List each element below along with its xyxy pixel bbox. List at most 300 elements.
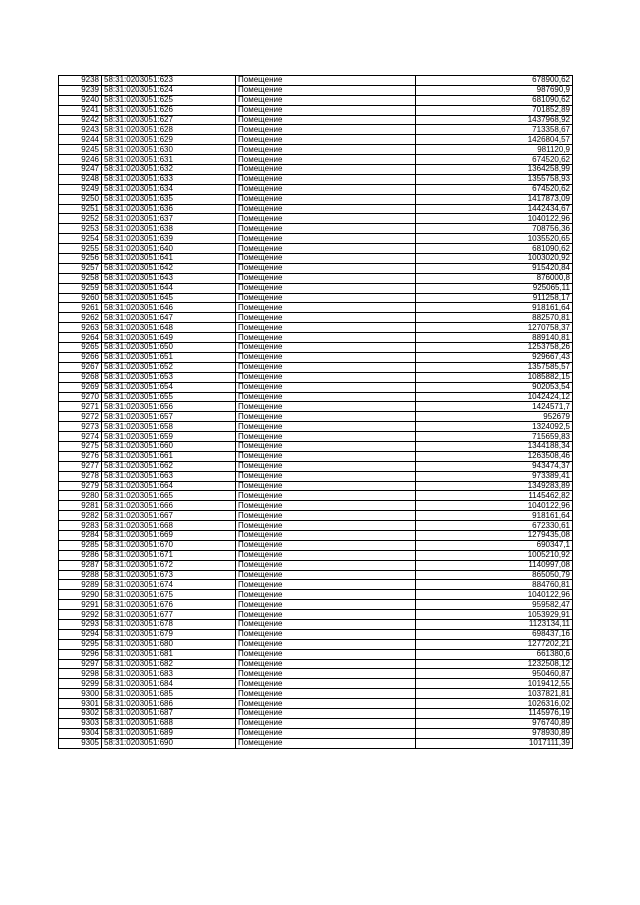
table-row: [59, 273, 573, 283]
table-row: [59, 303, 573, 313]
table-row: [59, 115, 573, 125]
cadastral-number-cell: 58:31:0203051:654: [102, 382, 236, 392]
row-number-cell: 9305: [59, 738, 102, 748]
table-row: [59, 639, 573, 649]
cadastral-number-cell: 58:31:0203051:664: [102, 481, 236, 491]
cadastral-number-cell: 58:31:0203051:631: [102, 155, 236, 165]
table-row: [59, 194, 573, 204]
cadastral-value-cell: 976740,89: [416, 718, 573, 728]
row-number-cell: 9268: [59, 372, 102, 382]
cadastral-number-cell: 58:31:0203051:656: [102, 402, 236, 412]
cadastral-number-cell: 58:31:0203051:677: [102, 610, 236, 620]
cadastral-value-cell: 1035520,65: [416, 234, 573, 244]
cadastral-value-cell: 674520,62: [416, 155, 573, 165]
cadastral-value-cell: 715659,83: [416, 432, 573, 442]
object-type-cell: Помещение: [236, 155, 416, 165]
table-row: [59, 155, 573, 165]
table-row: [59, 451, 573, 461]
row-number-cell: 9274: [59, 432, 102, 442]
table-row: [59, 669, 573, 679]
row-number-cell: 9304: [59, 728, 102, 738]
table-row: [59, 392, 573, 402]
cadastral-number-cell: 58:31:0203051:639: [102, 234, 236, 244]
cadastral-number-cell: 58:31:0203051:666: [102, 501, 236, 511]
table-row: [59, 432, 573, 442]
table-row: [59, 224, 573, 234]
table-row: [59, 352, 573, 362]
cadastral-value-cell: 1026316,02: [416, 699, 573, 709]
row-number-cell: 9278: [59, 471, 102, 481]
row-number-cell: 9266: [59, 352, 102, 362]
object-type-cell: Помещение: [236, 649, 416, 659]
cadastral-value-cell: 713358,67: [416, 125, 573, 135]
table-row: [59, 679, 573, 689]
cadastral-number-cell: 58:31:0203051:672: [102, 560, 236, 570]
cadastral-value-cell: 674520,62: [416, 184, 573, 194]
row-number-cell: 9270: [59, 392, 102, 402]
cadastral-value-cell: 978930,89: [416, 728, 573, 738]
row-number-cell: 9262: [59, 313, 102, 323]
object-type-cell: Помещение: [236, 659, 416, 669]
object-type-cell: Помещение: [236, 263, 416, 273]
cadastral-value-cell: 929667,43: [416, 352, 573, 362]
table-row: [59, 165, 573, 175]
row-number-cell: 9249: [59, 184, 102, 194]
cadastral-number-cell: 58:31:0203051:651: [102, 352, 236, 362]
row-number-cell: 9264: [59, 333, 102, 343]
cadastral-number-cell: 58:31:0203051:678: [102, 619, 236, 629]
object-type-cell: Помещение: [236, 392, 416, 402]
table-row: [59, 323, 573, 333]
cadastral-number-cell: 58:31:0203051:647: [102, 313, 236, 323]
table-row: [59, 362, 573, 372]
table-row: [59, 590, 573, 600]
cadastral-number-cell: 58:31:0203051:657: [102, 412, 236, 422]
cadastral-number-cell: 58:31:0203051:660: [102, 441, 236, 451]
cadastral-number-cell: 58:31:0203051:638: [102, 224, 236, 234]
cadastral-number-cell: 58:31:0203051:680: [102, 639, 236, 649]
row-number-cell: 9244: [59, 135, 102, 145]
cadastral-value-cell: 698437,16: [416, 629, 573, 639]
row-number-cell: 9291: [59, 600, 102, 610]
cadastral-number-cell: 58:31:0203051:650: [102, 343, 236, 353]
row-number-cell: 9242: [59, 115, 102, 125]
cadastral-value-cell: 1253758,26: [416, 343, 573, 353]
row-number-cell: 9299: [59, 679, 102, 689]
cadastral-number-cell: 58:31:0203051:669: [102, 530, 236, 540]
object-type-cell: Помещение: [236, 570, 416, 580]
object-type-cell: Помещение: [236, 530, 416, 540]
document-page: [58, 75, 572, 749]
object-type-cell: Помещение: [236, 639, 416, 649]
object-type-cell: Помещение: [236, 145, 416, 155]
cadastral-value-cell: 1277202,21: [416, 639, 573, 649]
row-number-cell: 9284: [59, 530, 102, 540]
row-number-cell: 9298: [59, 669, 102, 679]
cadastral-value-cell: 981120,9: [416, 145, 573, 155]
row-number-cell: 9288: [59, 570, 102, 580]
row-number-cell: 9238: [59, 76, 102, 86]
row-number-cell: 9279: [59, 481, 102, 491]
object-type-cell: Помещение: [236, 471, 416, 481]
row-number-cell: 9246: [59, 155, 102, 165]
object-type-cell: Помещение: [236, 669, 416, 679]
cadastral-value-cell: 1324092,5: [416, 422, 573, 432]
cadastral-value-cell: 1357585,57: [416, 362, 573, 372]
cadastral-number-cell: 58:31:0203051:689: [102, 728, 236, 738]
table-row: [59, 560, 573, 570]
table-row: [59, 382, 573, 392]
row-number-cell: 9247: [59, 165, 102, 175]
row-number-cell: 9280: [59, 491, 102, 501]
object-type-cell: Помещение: [236, 323, 416, 333]
row-number-cell: 9287: [59, 560, 102, 570]
row-number-cell: 9239: [59, 85, 102, 95]
cadastral-value-cell: 889140,81: [416, 333, 573, 343]
cadastral-value-cell: 1042424,12: [416, 392, 573, 402]
object-type-cell: Помещение: [236, 313, 416, 323]
cadastral-value-cell: 902053,54: [416, 382, 573, 392]
cadastral-number-cell: 58:31:0203051:683: [102, 669, 236, 679]
object-type-cell: Помещение: [236, 194, 416, 204]
cadastral-value-cell: 952679: [416, 412, 573, 422]
cadastral-number-cell: 58:31:0203051:686: [102, 699, 236, 709]
table-row: [59, 333, 573, 343]
cadastral-value-cell: 1040122,96: [416, 214, 573, 224]
cadastral-value-cell: 1417873,09: [416, 194, 573, 204]
cadastral-number-cell: 58:31:0203051:665: [102, 491, 236, 501]
object-type-cell: Помещение: [236, 165, 416, 175]
cadastral-value-cell: 876000,8: [416, 273, 573, 283]
table-row: [59, 184, 573, 194]
table-row: [59, 244, 573, 254]
object-type-cell: Помещение: [236, 135, 416, 145]
object-type-cell: Помещение: [236, 283, 416, 293]
table-row: [59, 718, 573, 728]
object-type-cell: Помещение: [236, 461, 416, 471]
row-number-cell: 9263: [59, 323, 102, 333]
row-number-cell: 9259: [59, 283, 102, 293]
table-row: [59, 125, 573, 135]
object-type-cell: Помещение: [236, 333, 416, 343]
cadastral-value-cell: 1437968,92: [416, 115, 573, 125]
object-type-cell: Помещение: [236, 352, 416, 362]
row-number-cell: 9303: [59, 718, 102, 728]
object-type-cell: Помещение: [236, 619, 416, 629]
table-row: [59, 135, 573, 145]
cadastral-number-cell: 58:31:0203051:662: [102, 461, 236, 471]
row-number-cell: 9285: [59, 540, 102, 550]
row-number-cell: 9289: [59, 580, 102, 590]
object-type-cell: Помещение: [236, 125, 416, 135]
cadastral-number-cell: 58:31:0203051:684: [102, 679, 236, 689]
object-type-cell: Помещение: [236, 590, 416, 600]
cadastral-value-cell: 1349283,89: [416, 481, 573, 491]
cadastral-value-cell: 708756,36: [416, 224, 573, 234]
cadastral-number-cell: 58:31:0203051:687: [102, 709, 236, 719]
object-type-cell: Помещение: [236, 699, 416, 709]
cadastral-value-cell: 1005210,92: [416, 550, 573, 560]
object-type-cell: Помещение: [236, 402, 416, 412]
cadastral-number-cell: 58:31:0203051:628: [102, 125, 236, 135]
table-row: [59, 521, 573, 531]
object-type-cell: Помещение: [236, 293, 416, 303]
table-row: [59, 580, 573, 590]
cadastral-value-cell: 1426804,57: [416, 135, 573, 145]
row-number-cell: 9300: [59, 689, 102, 699]
cadastral-number-cell: 58:31:0203051:634: [102, 184, 236, 194]
cadastral-value-cell: 1145462,82: [416, 491, 573, 501]
cadastral-value-cell: 678900,62: [416, 76, 573, 86]
row-number-cell: 9258: [59, 273, 102, 283]
cadastral-number-cell: 58:31:0203051:640: [102, 244, 236, 254]
object-type-cell: Помещение: [236, 115, 416, 125]
cadastral-number-cell: 58:31:0203051:645: [102, 293, 236, 303]
object-type-cell: Помещение: [236, 560, 416, 570]
cadastral-value-cell: 884760,81: [416, 580, 573, 590]
row-number-cell: 9267: [59, 362, 102, 372]
row-number-cell: 9294: [59, 629, 102, 639]
table-row: [59, 234, 573, 244]
row-number-cell: 9257: [59, 263, 102, 273]
cadastral-number-cell: 58:31:0203051:679: [102, 629, 236, 639]
row-number-cell: 9271: [59, 402, 102, 412]
row-number-cell: 9251: [59, 204, 102, 214]
table-row: [59, 422, 573, 432]
table-row: [59, 570, 573, 580]
table-row: [59, 204, 573, 214]
cadastral-number-cell: 58:31:0203051:636: [102, 204, 236, 214]
cadastral-number-cell: 58:31:0203051:688: [102, 718, 236, 728]
cadastral-number-cell: 58:31:0203051:661: [102, 451, 236, 461]
table-row: [59, 402, 573, 412]
cadastral-number-cell: 58:31:0203051:630: [102, 145, 236, 155]
row-number-cell: 9273: [59, 422, 102, 432]
table-row: [59, 501, 573, 511]
row-number-cell: 9293: [59, 619, 102, 629]
object-type-cell: Помещение: [236, 441, 416, 451]
table-row: [59, 738, 573, 748]
object-type-cell: Помещение: [236, 718, 416, 728]
row-number-cell: 9297: [59, 659, 102, 669]
cadastral-value-cell: 1003020,92: [416, 254, 573, 264]
row-number-cell: 9260: [59, 293, 102, 303]
table-row: [59, 293, 573, 303]
cadastral-value-cell: 1279435,08: [416, 530, 573, 540]
object-type-cell: Помещение: [236, 85, 416, 95]
cadastral-number-cell: 58:31:0203051:626: [102, 105, 236, 115]
object-type-cell: Помещение: [236, 372, 416, 382]
object-type-cell: Помещение: [236, 738, 416, 748]
cadastral-number-cell: 58:31:0203051:643: [102, 273, 236, 283]
object-type-cell: Помещение: [236, 95, 416, 105]
object-type-cell: Помещение: [236, 629, 416, 639]
row-number-cell: 9243: [59, 125, 102, 135]
row-number-cell: 9250: [59, 194, 102, 204]
row-number-cell: 9245: [59, 145, 102, 155]
cadastral-value-cell: 882570,81: [416, 313, 573, 323]
table-row: [59, 471, 573, 481]
cadastral-value-cell: 1364258,99: [416, 165, 573, 175]
table-row: [59, 263, 573, 273]
cadastral-value-cell: 925065,11: [416, 283, 573, 293]
table-row: [59, 76, 573, 86]
table-row: [59, 728, 573, 738]
cadastral-value-cell: 918161,64: [416, 511, 573, 521]
object-type-cell: Помещение: [236, 521, 416, 531]
row-number-cell: 9301: [59, 699, 102, 709]
table-row: [59, 511, 573, 521]
row-number-cell: 9248: [59, 174, 102, 184]
cadastral-value-cell: 661380,6: [416, 649, 573, 659]
row-number-cell: 9253: [59, 224, 102, 234]
cadastral-number-cell: 58:31:0203051:674: [102, 580, 236, 590]
object-type-cell: Помещение: [236, 303, 416, 313]
row-number-cell: 9292: [59, 610, 102, 620]
cadastral-number-cell: 58:31:0203051:659: [102, 432, 236, 442]
row-number-cell: 9296: [59, 649, 102, 659]
cadastral-number-cell: 58:31:0203051:670: [102, 540, 236, 550]
cadastral-number-cell: 58:31:0203051:641: [102, 254, 236, 264]
cadastral-number-cell: 58:31:0203051:635: [102, 194, 236, 204]
object-type-cell: Помещение: [236, 728, 416, 738]
cadastral-value-cell: 1037821,81: [416, 689, 573, 699]
object-type-cell: Помещение: [236, 422, 416, 432]
cadastral-number-cell: 58:31:0203051:673: [102, 570, 236, 580]
table-row: [59, 629, 573, 639]
object-type-cell: Помещение: [236, 432, 416, 442]
cadastral-value-cell: 1270758,37: [416, 323, 573, 333]
object-type-cell: Помещение: [236, 214, 416, 224]
cadastral-number-cell: 58:31:0203051:681: [102, 649, 236, 659]
table-row: [59, 145, 573, 155]
cadastral-value-cell: 681090,62: [416, 244, 573, 254]
cadastral-value-cell: 918161,64: [416, 303, 573, 313]
cadastral-number-cell: 58:31:0203051:653: [102, 372, 236, 382]
cadastral-value-cell: 1355758,93: [416, 174, 573, 184]
cadastral-value-cell: 1040122,96: [416, 590, 573, 600]
cadastral-value-cell: 1019412,55: [416, 679, 573, 689]
object-type-cell: Помещение: [236, 105, 416, 115]
row-number-cell: 9302: [59, 709, 102, 719]
row-number-cell: 9240: [59, 95, 102, 105]
table-row: [59, 461, 573, 471]
object-type-cell: Помещение: [236, 273, 416, 283]
object-type-cell: Помещение: [236, 244, 416, 254]
cadastral-value-cell: 1085882,15: [416, 372, 573, 382]
object-type-cell: Помещение: [236, 491, 416, 501]
cadastral-value-cell: 1344188,34: [416, 441, 573, 451]
cadastral-number-cell: 58:31:0203051:625: [102, 95, 236, 105]
object-type-cell: Помещение: [236, 362, 416, 372]
cadastral-value-cell: 701852,89: [416, 105, 573, 115]
object-type-cell: Помещение: [236, 254, 416, 264]
row-number-cell: 9265: [59, 343, 102, 353]
cadastral-value-cell: 1053929,91: [416, 610, 573, 620]
object-type-cell: Помещение: [236, 184, 416, 194]
table-row: [59, 600, 573, 610]
table-row: [59, 709, 573, 719]
row-number-cell: 9275: [59, 441, 102, 451]
cadastral-value-cell: 1263508,46: [416, 451, 573, 461]
cadastral-number-cell: 58:31:0203051:642: [102, 263, 236, 273]
cadastral-number-cell: 58:31:0203051:637: [102, 214, 236, 224]
table-row: [59, 85, 573, 95]
table-row: [59, 343, 573, 353]
table-row: [59, 313, 573, 323]
cadastral-number-cell: 58:31:0203051:632: [102, 165, 236, 175]
table-row: [59, 619, 573, 629]
object-type-cell: Помещение: [236, 610, 416, 620]
row-number-cell: 9272: [59, 412, 102, 422]
cadastral-number-cell: 58:31:0203051:690: [102, 738, 236, 748]
table-row: [59, 372, 573, 382]
row-number-cell: 9282: [59, 511, 102, 521]
object-type-cell: Помещение: [236, 224, 416, 234]
table-row: [59, 699, 573, 709]
table-row: [59, 659, 573, 669]
cadastral-value-cell: 1232508,12: [416, 659, 573, 669]
table-row: [59, 441, 573, 451]
cadastral-number-cell: 58:31:0203051:658: [102, 422, 236, 432]
cadastral-number-cell: 58:31:0203051:682: [102, 659, 236, 669]
row-number-cell: 9286: [59, 550, 102, 560]
row-number-cell: 9283: [59, 521, 102, 531]
object-type-cell: Помещение: [236, 501, 416, 511]
cadastral-value-cell: 911258,17: [416, 293, 573, 303]
table-row: [59, 689, 573, 699]
object-type-cell: Помещение: [236, 580, 416, 590]
cadastral-number-cell: 58:31:0203051:649: [102, 333, 236, 343]
cadastral-number-cell: 58:31:0203051:627: [102, 115, 236, 125]
row-number-cell: 9281: [59, 501, 102, 511]
object-type-cell: Помещение: [236, 174, 416, 184]
table-body: [59, 76, 573, 749]
cadastral-value-cell: 1424571,7: [416, 402, 573, 412]
object-type-cell: Помещение: [236, 550, 416, 560]
table-row: [59, 95, 573, 105]
table-row: [59, 649, 573, 659]
cadastral-value-cell: 959582,47: [416, 600, 573, 610]
cadastral-number-cell: 58:31:0203051:644: [102, 283, 236, 293]
cadastral-number-cell: 58:31:0203051:685: [102, 689, 236, 699]
cadastral-value-cell: 987690,9: [416, 85, 573, 95]
object-type-cell: Помещение: [236, 511, 416, 521]
object-type-cell: Помещение: [236, 234, 416, 244]
cadastral-number-cell: 58:31:0203051:675: [102, 590, 236, 600]
cadastral-number-cell: 58:31:0203051:668: [102, 521, 236, 531]
row-number-cell: 9269: [59, 382, 102, 392]
cadastral-number-cell: 58:31:0203051:629: [102, 135, 236, 145]
row-number-cell: 9241: [59, 105, 102, 115]
cadastral-value-cell: 865050,79: [416, 570, 573, 580]
row-number-cell: 9252: [59, 214, 102, 224]
object-type-cell: Помещение: [236, 204, 416, 214]
object-type-cell: Помещение: [236, 600, 416, 610]
cadastral-value-cell: 915420,84: [416, 263, 573, 273]
cadastral-number-cell: 58:31:0203051:624: [102, 85, 236, 95]
cadastral-number-cell: 58:31:0203051:671: [102, 550, 236, 560]
cadastral-value-cell: 672330,61: [416, 521, 573, 531]
table-row: [59, 174, 573, 184]
cadastral-value-cell: 973389,41: [416, 471, 573, 481]
object-type-cell: Помещение: [236, 343, 416, 353]
row-number-cell: 9255: [59, 244, 102, 254]
table-row: [59, 214, 573, 224]
cadastral-value-cell: 1040122,96: [416, 501, 573, 511]
table-row: [59, 540, 573, 550]
cadastral-number-cell: 58:31:0203051:676: [102, 600, 236, 610]
